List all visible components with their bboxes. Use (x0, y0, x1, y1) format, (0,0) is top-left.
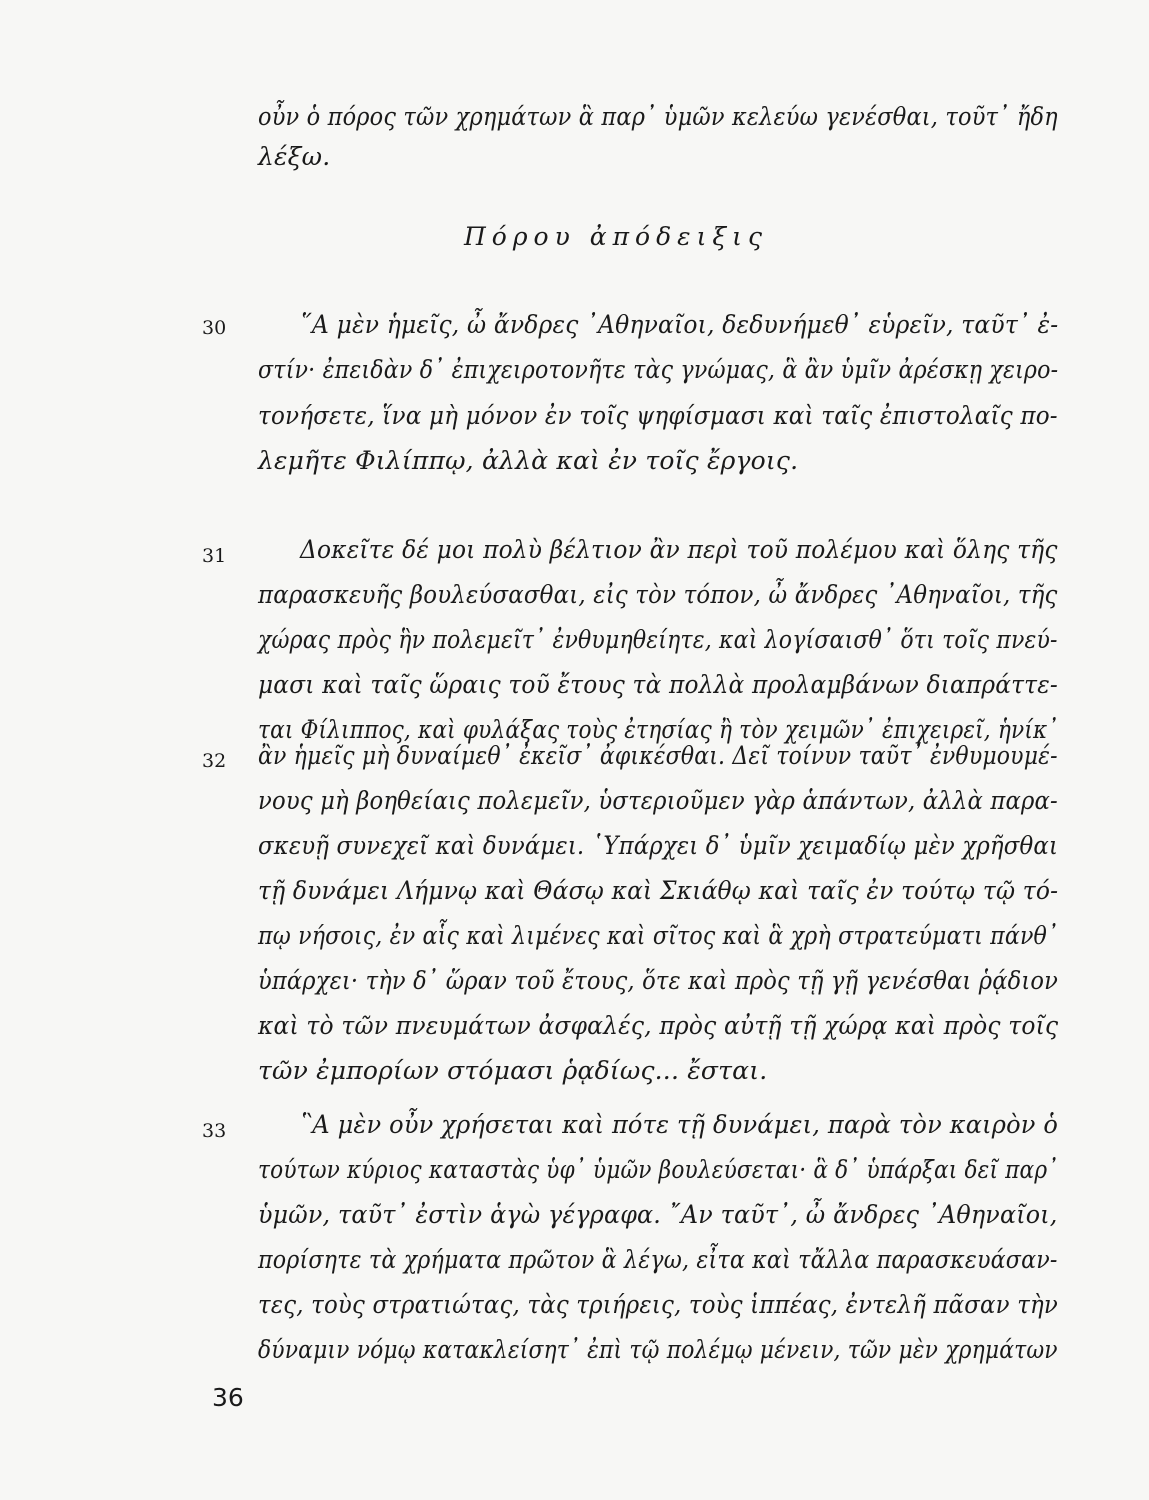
section-number: 30 (202, 317, 227, 339)
text-line: τες, τοὺς στρατιώτας, τὰς τριήρεις, τοὺς ἱππέας, ἐντελῆ πᾶσαν τὴν (258, 1290, 1058, 1319)
text-line: ὑπάρχει· τὴν δ᾽ ὥραν τοῦ ἔτους, ὅτε καὶ πρὸς τῇ γῇ γενέσθαι ῥᾴδιον (258, 966, 1059, 995)
intro-line: οὖν ὁ πόρος τῶν χρημάτων ἃ παρ᾽ ὑμῶν κελεύω γενέσθαι, τοῦτ᾽ ἤδη (258, 102, 1058, 131)
text-line: καὶ τὸ τῶν πνευμάτων ἀσφαλές, πρὸς αὐτῇ τῇ χώρᾳ καὶ πρὸς τοῖς (258, 1011, 1059, 1040)
text-line: Δοκεῖτε δέ μοι πολὺ βέλτιον ἂν περὶ τοῦ πολέμου καὶ ὅλης τῆς (300, 535, 1058, 564)
text-line: ῝Α μὲν οὖν χρήσεται καὶ πότε τῇ δυνάμει, παρὰ τὸν καιρὸν ὁ (300, 1110, 1059, 1139)
section-number: 32 (202, 750, 227, 772)
text-line: λεμῆτε Φιλίππῳ, ἀλλὰ καὶ ἐν τοῖς ἔργοις. (258, 446, 799, 475)
section-number: 33 (202, 1120, 227, 1142)
text-line: χώρας πρὸς ἣν πολεμεῖτ᾽ ἐνθυμηθείητε, καὶ λογίσαισθ᾽ ὅτι τοῖς πνεύ- (258, 625, 1058, 654)
text-line: τονήσετε, ἵνα μὴ μόνον ἐν τοῖς ψηφίσμασι καὶ ταῖς ἐπιστολαῖς πο- (258, 401, 1058, 430)
section-heading: Πόρου ἀπόδειξις (464, 222, 768, 251)
text-line: ἂν ἡμεῖς μὴ δυναίμεθ᾽ ἐκεῖσ᾽ ἀφικέσθαι. Δεῖ τοίνυν ταῦτ᾽ ἐνθυμουμέ- (258, 741, 1058, 770)
text-line: δύναμιν νόμῳ κατακλείσητ᾽ ἐπὶ τῷ πολέμῳ μένειν, τῶν μὲν χρημάτων (258, 1335, 1058, 1364)
intro-line: λέξω. (258, 142, 331, 171)
text-line: παρασκευῆς βουλεύσασθαι, εἰς τὸν τόπον, ὦ ἄνδρες ᾽Αθηναῖοι, τῆς (258, 580, 1058, 609)
section-number: 31 (202, 545, 227, 567)
page-number: 36 (212, 1383, 244, 1412)
text-line: μασι καὶ ταῖς ὥραις τοῦ ἔτους τὰ πολλὰ προλαμβάνων διαπράττε- (258, 670, 1058, 699)
text-line: τῇ δυνάμει Λήμνῳ καὶ Θάσῳ καὶ Σκιάθῳ καὶ ταῖς ἐν τούτῳ τῷ τό- (258, 876, 1059, 905)
text-line: ὑμῶν, ταῦτ᾽ ἐστὶν ἁγὼ γέγραφα. ῎Αν ταῦτ᾽, ὦ ἄνδρες ᾽Αθηναῖοι, (258, 1200, 1058, 1229)
text-line: πορίσητε τὰ χρήματα πρῶτον ἃ λέγω, εἶτα καὶ τἄλλα παρασκευάσαν- (258, 1245, 1058, 1274)
text-line: τῶν ἐμπορίων στόμασι ῥᾳδίως... ἔσται. (258, 1056, 768, 1085)
text-line: νους μὴ βοηθείαις πολεμεῖν, ὑστεριοῦμεν γὰρ ἁπάντων, ἀλλὰ παρα- (258, 786, 1058, 815)
text-line: τούτων κύριος καταστὰς ὑφ᾽ ὑμῶν βουλεύσεται· ἃ δ᾽ ὑπάρξαι δεῖ παρ᾽ (258, 1155, 1059, 1184)
text-line: ται Φίλιππος, καὶ φυλάξας τοὺς ἐτησίας ἢ τὸν χειμῶν᾽ ἐπιχειρεῖ, ἡνίκ᾽ (258, 715, 1059, 744)
text-line: πῳ νήσοις, ἐν αἷς καὶ λιμένες καὶ σῖτος καὶ ἃ χρὴ στρατεύματι πάνθ᾽ (258, 921, 1059, 950)
text-line: σκευῇ συνεχεῖ καὶ δυνάμει. ῾Υπάρχει δ᾽ ὑμῖν χειμαδίῳ μὲν χρῆσθαι (258, 831, 1059, 860)
text-line: ῞Α μὲν ἡμεῖς, ὦ ἄνδρες ᾽Αθηναῖοι, δεδυνήμεθ᾽ εὑρεῖν, ταῦτ᾽ ἐ- (300, 310, 1059, 339)
text-line: στίν· ἐπειδὰν δ᾽ ἐπιχειροτονῆτε τὰς γνώμας, ἃ ἂν ὑμῖν ἀρέσκῃ χειρο- (258, 355, 1059, 384)
